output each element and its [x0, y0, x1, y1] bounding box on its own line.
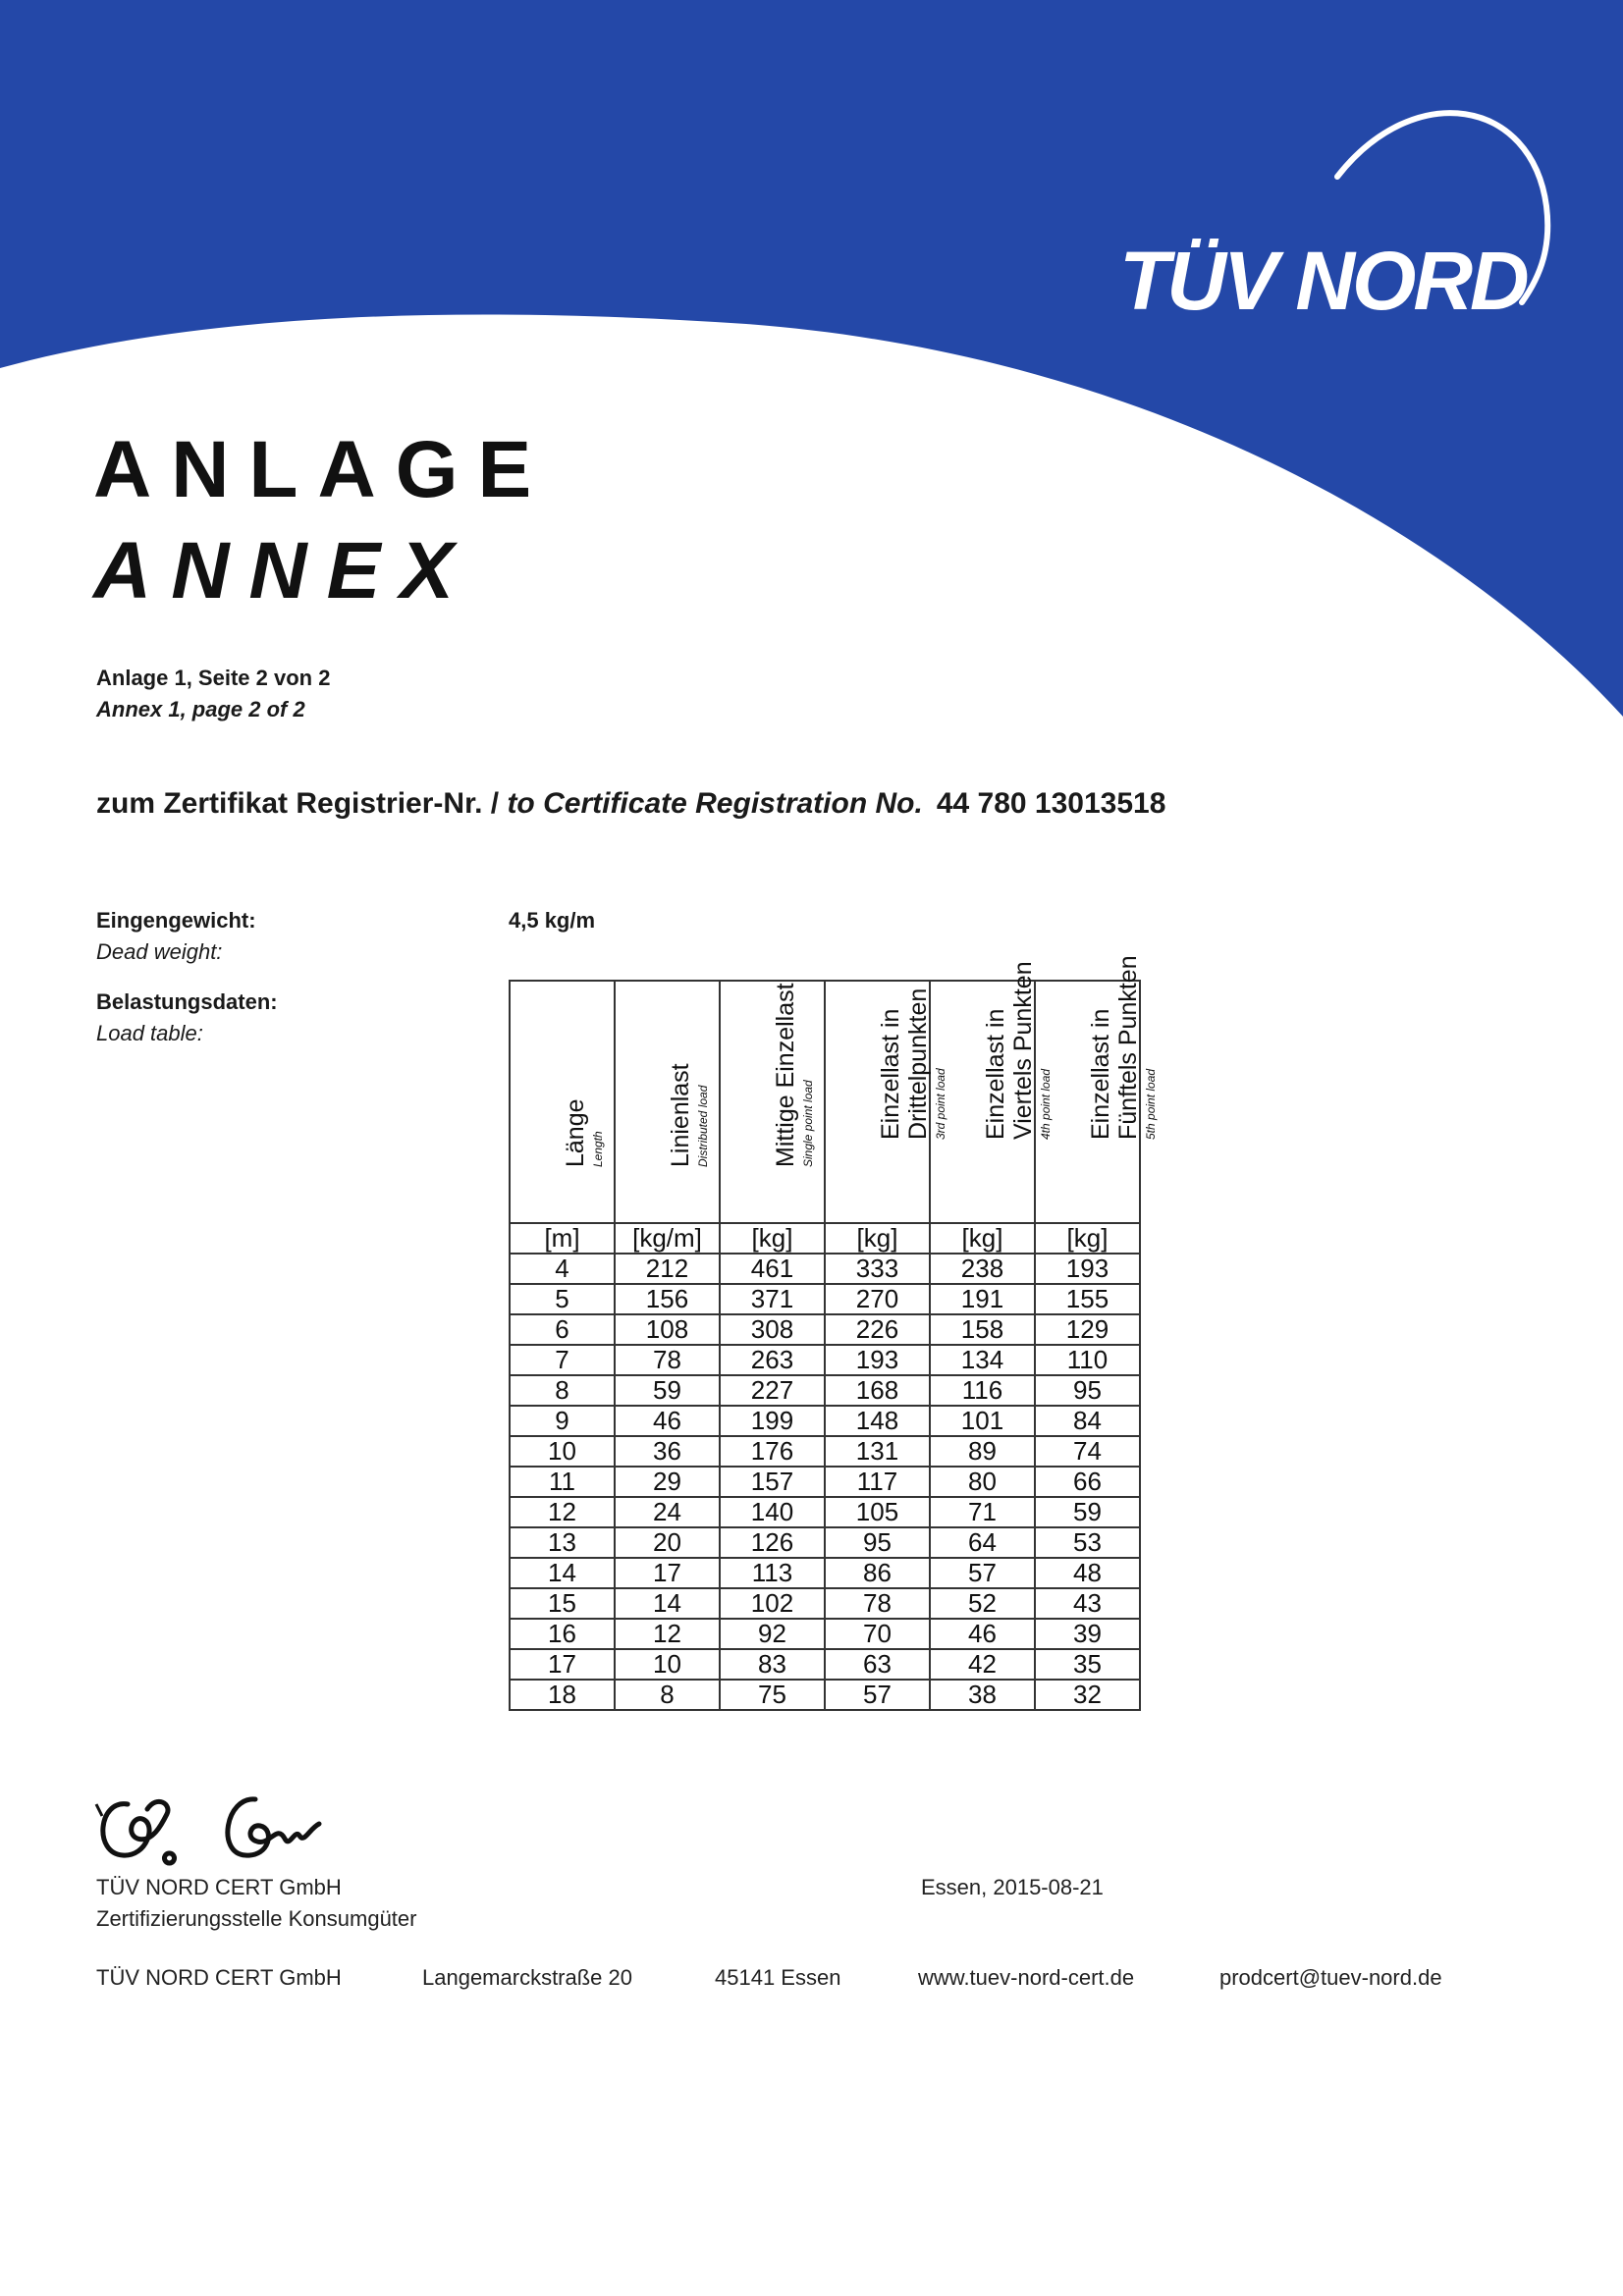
table-cell: 108 — [615, 1314, 720, 1345]
table-row — [510, 1497, 1140, 1527]
table-cell: 4 — [510, 1254, 615, 1284]
table-row — [510, 1649, 1140, 1680]
table-cell: 270 — [825, 1284, 930, 1314]
table-cell: 74 — [1035, 1436, 1140, 1467]
tuv-nord-logo: TÜV NORD — [1119, 235, 1527, 327]
unit-cell: [m] — [510, 1223, 615, 1254]
table-cell: 75 — [720, 1680, 825, 1710]
table-cell: 176 — [720, 1436, 825, 1467]
table-cell: 46 — [615, 1406, 720, 1436]
table-row — [510, 1588, 1140, 1619]
table-cell: 35 — [1035, 1649, 1140, 1680]
footer-email-link[interactable]: prodcert@tuev-nord.de — [1219, 1965, 1442, 1990]
table-cell: 16 — [510, 1619, 615, 1649]
header-4th-point-load-en: 4th point load — [1039, 1068, 1053, 1140]
table-cell: 126 — [720, 1527, 825, 1558]
table-cell: 14 — [615, 1588, 720, 1619]
table-cell: 52 — [930, 1588, 1035, 1619]
table-cell: 227 — [720, 1375, 825, 1406]
table-cell: 193 — [825, 1345, 930, 1375]
header-5th-point-load — [1035, 955, 1158, 1223]
load-table — [509, 955, 1158, 1711]
table-cell: 92 — [720, 1619, 825, 1649]
table-row — [510, 1527, 1140, 1558]
table-cell: 12 — [615, 1619, 720, 1649]
header-4th-point-load — [930, 961, 1053, 1223]
table-cell: 39 — [1035, 1619, 1140, 1649]
table-cell: 155 — [1035, 1284, 1140, 1314]
table-cell: 10 — [615, 1649, 720, 1680]
table-cell: 105 — [825, 1497, 930, 1527]
unit-cell: [kg] — [825, 1223, 930, 1254]
table-cell: 371 — [720, 1284, 825, 1314]
table-cell: 95 — [825, 1527, 930, 1558]
footer-city: 45141 Essen — [715, 1965, 841, 1990]
table-row — [510, 1254, 1140, 1284]
table-row — [510, 1619, 1140, 1649]
table-cell: 43 — [1035, 1588, 1140, 1619]
table-cell: 36 — [615, 1436, 720, 1467]
unit-cell: [kg] — [1035, 1223, 1140, 1254]
issuer-department: Zertifizierungsstelle Konsumgüter — [96, 1906, 417, 1931]
table-cell: 461 — [720, 1254, 825, 1284]
table-cell: 24 — [615, 1497, 720, 1527]
certificate-label-de: zum Zertifikat Registrier-Nr. / — [96, 787, 508, 820]
table-cell: 78 — [825, 1588, 930, 1619]
footer-website-link[interactable]: www.tuev-nord-cert.de — [918, 1965, 1135, 1990]
table-cell: 9 — [510, 1406, 615, 1436]
header-length-de: Länge — [562, 1098, 589, 1167]
table-cell: 11 — [510, 1467, 615, 1497]
table-cell: 78 — [615, 1345, 720, 1375]
table-cell: 63 — [825, 1649, 930, 1680]
table-cell: 6 — [510, 1314, 615, 1345]
header-distributed-load — [615, 981, 720, 1223]
dead-weight-label-de: Eingengewicht: — [96, 908, 256, 933]
table-cell: 59 — [615, 1375, 720, 1406]
table-cell: 38 — [930, 1680, 1035, 1710]
table-cell: 46 — [930, 1619, 1035, 1649]
table-cell: 238 — [930, 1254, 1035, 1284]
unit-cell: [kg/m] — [615, 1223, 720, 1254]
table-cell: 148 — [825, 1406, 930, 1436]
header-length-en: Length — [591, 1131, 605, 1167]
table-row — [510, 1314, 1140, 1345]
table-cell: 20 — [615, 1527, 720, 1558]
table-cell: 48 — [1035, 1558, 1140, 1588]
table-cell: 95 — [1035, 1375, 1140, 1406]
table-cell: 131 — [825, 1436, 930, 1467]
header-length — [510, 981, 615, 1223]
table-row — [510, 1558, 1140, 1588]
table-cell: 212 — [615, 1254, 720, 1284]
header-5th-point-load-de1: Einzellast in — [1087, 1008, 1114, 1140]
table-cell: 64 — [930, 1527, 1035, 1558]
table-cell: 57 — [825, 1680, 930, 1710]
issuer-company: TÜV NORD CERT GmbH — [96, 1875, 342, 1899]
header-distributed-load-de: Linienlast — [667, 1063, 694, 1167]
table-cell: 113 — [720, 1558, 825, 1588]
table-cell: 13 — [510, 1527, 615, 1558]
table-cell: 10 — [510, 1436, 615, 1467]
certificate-label-en: to Certificate Registration No. — [507, 787, 923, 820]
header-3rd-point-load-de1: Einzellast in — [877, 1008, 904, 1140]
signature — [88, 1785, 353, 1883]
table-cell: 333 — [825, 1254, 930, 1284]
footer-street: Langemarckstraße 20 — [422, 1965, 632, 1990]
header-single-point-load-en: Single point load — [801, 1080, 815, 1167]
table-cell: 129 — [1035, 1314, 1140, 1345]
table-cell: 191 — [930, 1284, 1035, 1314]
dead-weight-value: 4,5 kg/m — [509, 908, 596, 933]
table-cell: 199 — [720, 1406, 825, 1436]
table-cell: 5 — [510, 1284, 615, 1314]
unit-cell: [kg] — [720, 1223, 825, 1254]
table-cell: 59 — [1035, 1497, 1140, 1527]
table-cell: 32 — [1035, 1680, 1140, 1710]
table-cell: 17 — [615, 1558, 720, 1588]
load-table-header-row — [510, 981, 1140, 1223]
table-cell: 89 — [930, 1436, 1035, 1467]
table-cell: 70 — [825, 1619, 930, 1649]
table-cell: 140 — [720, 1497, 825, 1527]
load-table-label-en: Load table: — [96, 1021, 203, 1045]
table-cell: 157 — [720, 1467, 825, 1497]
header-5th-point-load-en: 5th point load — [1144, 1068, 1158, 1140]
dead-weight-label-en: Dead weight: — [96, 939, 223, 964]
table-cell: 263 — [720, 1345, 825, 1375]
table-cell: 158 — [930, 1314, 1035, 1345]
annex-page-en: Annex 1, page 2 of 2 — [96, 697, 305, 721]
header-3rd-point-load-de2: Drittelpunkten — [904, 988, 932, 1140]
table-cell: 29 — [615, 1467, 720, 1497]
header-single-point-load-de: Mittige Einzellast — [772, 983, 799, 1167]
table-cell: 15 — [510, 1588, 615, 1619]
table-cell: 134 — [930, 1345, 1035, 1375]
unit-cell: [kg] — [930, 1223, 1035, 1254]
table-cell: 14 — [510, 1558, 615, 1588]
place-date: Essen, 2015-08-21 — [921, 1875, 1104, 1899]
header-single-point-load — [720, 981, 825, 1223]
header-5th-point-load-de2: Fünftels Punkten — [1114, 955, 1142, 1140]
table-cell: 66 — [1035, 1467, 1140, 1497]
table-cell: 101 — [930, 1406, 1035, 1436]
table-cell: 110 — [1035, 1345, 1140, 1375]
annex-page-de: Anlage 1, Seite 2 von 2 — [96, 666, 331, 690]
header-3rd-point-load-en: 3rd point load — [934, 1068, 947, 1140]
footer-company: TÜV NORD CERT GmbH — [96, 1965, 342, 1990]
table-cell: 71 — [930, 1497, 1035, 1527]
header-blue-banner — [0, 0, 1623, 746]
table-cell: 226 — [825, 1314, 930, 1345]
table-cell: 7 — [510, 1345, 615, 1375]
header-distributed-load-en: Distributed load — [696, 1085, 710, 1167]
header-3rd-point-load — [825, 981, 947, 1223]
table-cell: 308 — [720, 1314, 825, 1345]
header-4th-point-load-de2: Viertels Punkten — [1009, 961, 1037, 1140]
table-row — [510, 1680, 1140, 1710]
certificate-number: 44 780 13013518 — [936, 787, 1166, 820]
table-cell: 17 — [510, 1649, 615, 1680]
table-cell: 168 — [825, 1375, 930, 1406]
table-cell: 84 — [1035, 1406, 1140, 1436]
table-row — [510, 1284, 1140, 1314]
certificate-line — [96, 787, 1165, 821]
table-cell: 156 — [615, 1284, 720, 1314]
table-cell: 83 — [720, 1649, 825, 1680]
page-title-de: ANLAGE — [93, 425, 552, 514]
table-cell: 102 — [720, 1588, 825, 1619]
table-cell: 80 — [930, 1467, 1035, 1497]
table-row — [510, 1467, 1140, 1497]
table-row — [510, 1345, 1140, 1375]
table-cell: 116 — [930, 1375, 1035, 1406]
table-cell: 53 — [1035, 1527, 1140, 1558]
load-table-label-de: Belastungsdaten: — [96, 989, 278, 1014]
table-cell: 18 — [510, 1680, 615, 1710]
table-cell: 193 — [1035, 1254, 1140, 1284]
table-cell: 12 — [510, 1497, 615, 1527]
table-cell: 117 — [825, 1467, 930, 1497]
table-row — [510, 1406, 1140, 1436]
table-row — [510, 1375, 1140, 1406]
table-cell: 42 — [930, 1649, 1035, 1680]
table-row — [510, 1436, 1140, 1467]
table-cell: 57 — [930, 1558, 1035, 1588]
page-title-en: ANNEX — [93, 526, 474, 615]
table-cell: 8 — [615, 1680, 720, 1710]
table-cell: 8 — [510, 1375, 615, 1406]
table-cell: 86 — [825, 1558, 930, 1588]
header-4th-point-load-de1: Einzellast in — [982, 1008, 1009, 1140]
load-table-unit-row — [510, 1223, 1140, 1254]
